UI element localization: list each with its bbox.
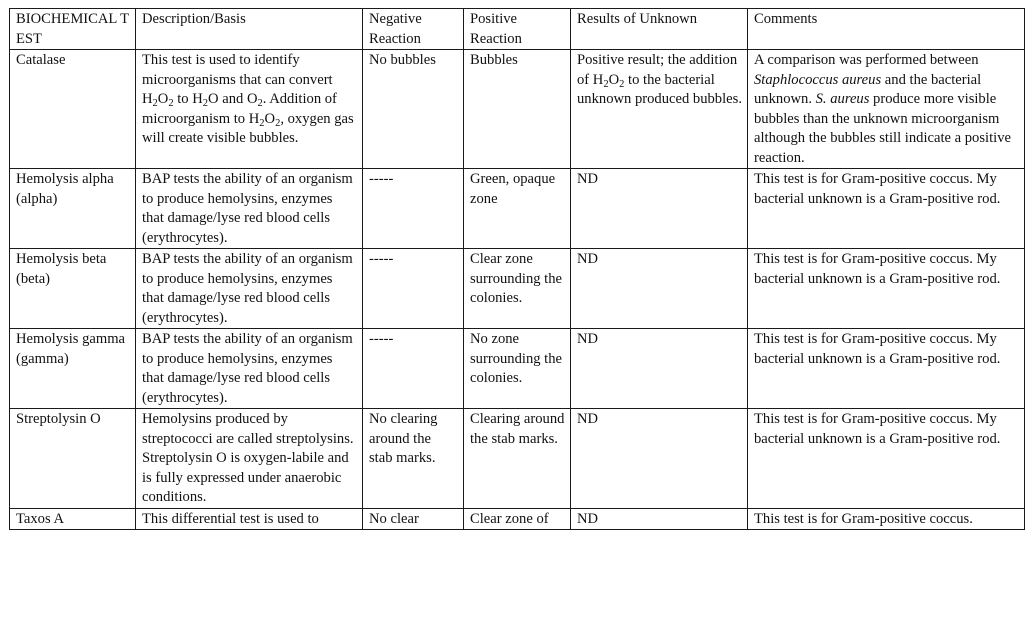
strep-test-name: Streptolysin O [10,409,136,509]
gamma-comments: This test is for Gram-positive coccus. My bacterial unknown is a Gram-positive rod. [748,329,1025,409]
table-row [10,169,1025,249]
gamma-test-name: Hemolysis gamma (gamma) [10,329,136,409]
catalase-comments: A comparison was performed between Staphlococcus aureus and the bacterial unknown. S. aureus produce more visible bubbles than the unknown microorganism although the bubbles still indicate a positive reaction. [748,50,1025,169]
alpha-comments: This test is for Gram-positive coccus. My bacterial unknown is a Gram-positive rod. [748,169,1025,249]
header-negative-reaction: Negative Reaction [363,9,464,50]
header-description: Description/Basis [136,9,363,50]
beta-negative: ----- [363,249,464,329]
catalase-positive: Bubbles [464,50,571,169]
taxos-description: This differential test is used to [136,508,363,530]
alpha-test-name: Hemolysis alpha (alpha) [10,169,136,249]
table-row [10,409,1025,509]
strep-positive: Clearing around the stab marks. [464,409,571,509]
catalase-result: Positive result; the addition of $H_2O_2$ to the bacterial unknown produced bubbles. [571,50,748,169]
strep-comments: This test is for Gram-positive coccus. My bacterial unknown is a Gram-positive rod. [748,409,1025,509]
header-results-of-unknown: Results of Unknown [571,9,748,50]
biochemical-tests-table [9,8,1025,530]
strep-result: ND [571,409,748,509]
header-biochemical-test: BIOCHEMICAL TEST [10,9,136,50]
header-comments: Comments [748,9,1025,50]
table-row [10,249,1025,329]
table-row [10,50,1025,169]
table-row [10,508,1025,530]
strep-description: Hemolysins produced by streptococci are called streptolysins. Streptolysin O is oxygen-labile and is fully expressed under anaerobic conditions. [136,409,363,509]
beta-result: ND [571,249,748,329]
catalase-description: This test is used to identify microorganisms that can convert $H_2O_2$ to $H_2O$ and $O_2$. Addition of microorganism to $H_2O_2$, oxygen gas will create visible bubbles. [136,50,363,169]
beta-description: BAP tests the ability of an organism to produce hemolysins, enzymes that damage/lyse red blood cells (erythrocytes). [136,249,363,329]
header-positive-reaction: Positive Reaction [464,9,571,50]
table-row [10,329,1025,409]
beta-comments: This test is for Gram-positive coccus. My bacterial unknown is a Gram-positive rod. [748,249,1025,329]
taxos-positive: Clear zone of [464,508,571,530]
table-header-row [10,9,1025,50]
alpha-description: BAP tests the ability of an organism to produce hemolysins, enzymes that damage/lyse red blood cells (erythrocytes). [136,169,363,249]
taxos-comments: This test is for Gram-positive coccus. [748,508,1025,530]
gamma-negative: ----- [363,329,464,409]
strep-negative: No clearing around the stab marks. [363,409,464,509]
alpha-result: ND [571,169,748,249]
beta-positive: Clear zone surrounding the colonies. [464,249,571,329]
catalase-test-name: Catalase [10,50,136,169]
taxos-negative: No clear [363,508,464,530]
beta-test-name: Hemolysis beta (beta) [10,249,136,329]
taxos-result: ND [571,508,748,530]
alpha-negative: ----- [363,169,464,249]
gamma-description: BAP tests the ability of an organism to produce hemolysins, enzymes that damage/lyse red blood cells (erythrocytes). [136,329,363,409]
catalase-negative: No bubbles [363,50,464,169]
taxos-test-name: Taxos A [10,508,136,530]
gamma-positive: No zone surrounding the colonies. [464,329,571,409]
alpha-positive: Green, opaque zone [464,169,571,249]
gamma-result: ND [571,329,748,409]
